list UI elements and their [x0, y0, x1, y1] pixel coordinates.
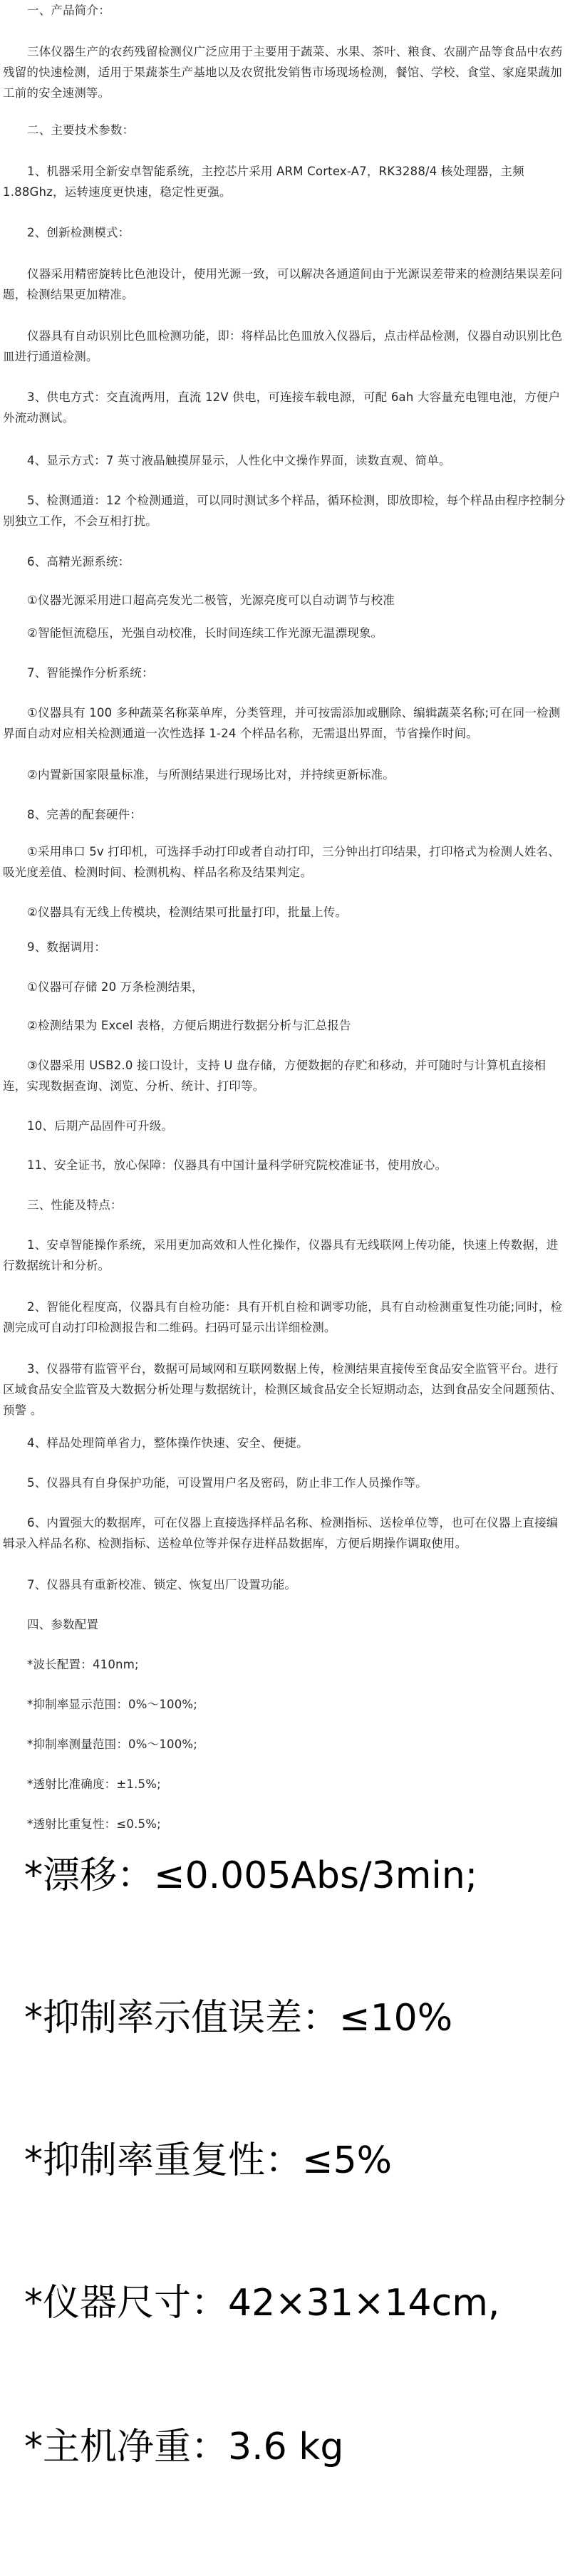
- feature-item: 4、样品处理简单省力，整体操作快速、安全、便捷。: [27, 1436, 309, 1450]
- tech-item: ①仪器具有 100 多种蔬菜名称菜单库，分类管理，并可按需添加或删除、编辑蔬菜名称;可在同一检测界面自动对应相关检测通道一次性选择 1-24 个样品名称，无需退出界面，节省操作时间。: [3, 706, 561, 740]
- tech-item: ②仪器具有无线上传模块，检测结果可批量打印，批量上传。: [27, 905, 348, 919]
- tech-item: 1、机器采用全新安卓智能系统，主控芯片采用 ARM Cortex-A7，RK3288/4 核处理器，主频 1.88Ghz，运转速度更快速，稳定性更强。: [3, 165, 524, 199]
- tech-item: 10、后期产品固件可升级。: [27, 1119, 174, 1133]
- param-item: *抑制率显示范围：0%～100%;: [27, 1698, 198, 1711]
- param-item: *波长配置：410nm;: [27, 1658, 139, 1671]
- tech-item: ③仪器采用 USB2.0 接口设计，支持 U 盘存储，方便数据的存贮和移动，并可随时与计算机直接相连，实现数据查询、浏览、分析、统计、打印等。: [3, 1059, 546, 1093]
- param-item: *透射比重复性：≤0.5%;: [27, 1817, 161, 1831]
- section-heading-tech: 二、主要技术参数：: [27, 123, 135, 137]
- feature-item: 7、仪器具有重新校准、锁定、恢复出厂设置功能。: [27, 1578, 297, 1591]
- tech-item: 仪器采用精密旋转比色池设计，使用光源一致，可以解决各通道间由于光源误差带来的检测结果误差问题，检测结果更加精准。: [3, 267, 563, 301]
- tech-item: 11、安全证书，放心保障：仪器具有中国计量科学研究院校准证书，使用放心。: [27, 1158, 447, 1172]
- section-heading-features: 三、性能及特点：: [27, 1198, 123, 1212]
- tech-item: ①仪器可存储 20 万条检测结果，: [27, 980, 204, 994]
- param-large-item: *主机净重：3.6 kg: [24, 2426, 344, 2468]
- tech-item: ②内置新国家限量标准，与所测结果进行现场比对，并持续更新标准。: [27, 768, 395, 781]
- param-item: *抑制率测量范围：0%～100%;: [27, 1738, 198, 1751]
- tech-item: 3、供电方式：交直流两用，直流 12V 供电，可连接车载电源，可配 6ah 大容量充电锂电池，方便户外流动测试。: [3, 390, 561, 425]
- param-item: *透射比准确度：±1.5%;: [27, 1777, 161, 1791]
- feature-item: 1、安卓智能操作系统，采用更加高效和人性化操作，仪器具有无线联网上传功能，快速上传数据，进行数据统计和分析。: [3, 1238, 559, 1272]
- param-large-item: *抑制率示值误差：≤10%: [24, 1997, 453, 2040]
- tech-item: 4、显示方式：7 英寸液晶触摸屏显示，人性化中文操作界面，读数直观、简单。: [27, 454, 451, 467]
- tech-item: 8、完善的配套硬件：: [27, 808, 142, 821]
- tech-item: 7、智能操作分析系统：: [27, 666, 154, 680]
- param-large-item: *仪器尺寸：42×31×14cm,: [24, 2282, 500, 2325]
- tech-item: ①仪器光源采用进口超高亮发光二极管，光源亮度可以自动调节与校准: [27, 593, 395, 607]
- feature-item: 5、仪器具有自身保护功能，可设置用户名及密码，防止非工作人员操作等。: [27, 1476, 428, 1490]
- feature-item: 6、内置强大的数据库，可在仪器上直接选择样品名称、检测指标、送检单位等，也可在仪器上直接编辑录入样品名称、检测指标、送检单位等并保存进样品数据库，方便后期操作调取使用。: [3, 1516, 559, 1550]
- intro-paragraph: 三体仪器生产的农药残留检测仪广泛应用于主要用于蔬菜、水果、茶叶、粮食、农副产品等食品中农药残留的快速检测，适用于果蔬茶生产基地以及农贸批发销售市场现场检测，餐馆、学校、食堂、家庭果蔬加工前的安全速测等。: [3, 45, 563, 100]
- param-large-item: *漂移：≤0.005Abs/3min;: [24, 1854, 478, 1897]
- param-large-item: *抑制率重复性：≤5%: [24, 2139, 393, 2182]
- tech-item: ②检测结果为 Excel 表格，方便后期进行数据分析与汇总报告: [27, 1019, 351, 1032]
- feature-item: 3、仪器带有监管平台，数据可局域网和互联网数据上传，检测结果直接传至食品安全监管平台。进行区域食品安全监管及大数据分析处理与数据统计，检测区域食品安全长短期动态，达到食品安全问题预估、预警 。: [3, 1362, 562, 1417]
- tech-item: 5、检测通道：12 个检测通道，可以同时测试多个样品，循环检测，即放即检，每个样品由程序控制分别独立工作，不会互相打扰。: [3, 494, 566, 528]
- tech-item: 6、高精光源系统：: [27, 555, 130, 568]
- tech-item: ①采用串口 5v 打印机，可选择手动打印或者自动打印，三分钟出打印结果，打印格式为检测人姓名、吸光度差值、检测时间、检测机构、样品名称及结果判定。: [3, 845, 560, 879]
- section-heading-intro: 一、产品简介：: [27, 4, 110, 17]
- tech-item: ②智能恒流稳压，光强自动校准，长时间连续工作光源无温漂现象。: [27, 626, 383, 640]
- tech-item: 仪器具有自动识别比色皿检测功能，即：将样品比色皿放入仪器后，点击样品检测，仪器自动识别比色皿进行通道检测。: [3, 329, 563, 363]
- tech-item: 9、数据调用：: [27, 940, 106, 954]
- section-heading-params: 四、参数配置: [27, 1618, 99, 1631]
- tech-item: 2、创新检测模式：: [27, 226, 130, 239]
- feature-item: 2、智能化程度高，仪器具有自检功能：具有开机自检和调零功能，具有自动检测重复性功能;同时，检测完成可自动打印检测报告和二维码。扫码可显示出详细检测。: [3, 1300, 563, 1334]
